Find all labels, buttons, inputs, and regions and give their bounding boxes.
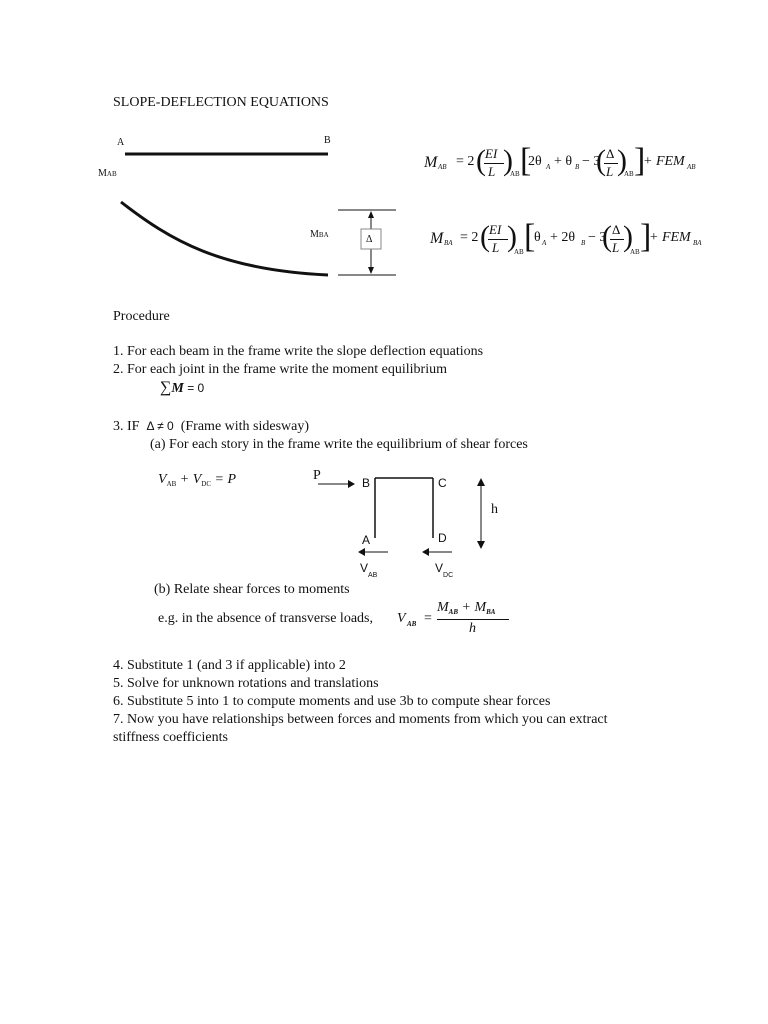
frame-label-p: P [313,468,321,483]
frame-label-d: D [438,531,447,545]
equation-mab: M AB = 2 ( EI L ) AB [ 2θ A + θ B − 3 ( Δ L ) AB ] + FEM AB [424,142,696,179]
step-7-line-1: 7. Now you have relationships between forces and moments from which you can extract [113,712,608,727]
delta-symbol: Δ [366,234,373,245]
step-1: 1. For each beam in the frame write the slope deflection equations [113,344,484,359]
frame-label-vab: $V_{AB}$ [360,561,378,579]
shear-moment-equation: V AB = $M_{AB} + M_{BA}$ h [397,598,517,640]
frame-label-a: A [362,533,371,547]
step-3: 3. IF Δ ≠ 0 (Frame with sidesway) [113,419,310,434]
equation-mba: M BA = 2 ( EI L ) AB [ θ A + 2θ B − 3 ( Δ L ) AB ] + FEM BA [430,218,702,256]
step-3a: (a) For each story in the frame write the equilibrium of shear forces [150,437,528,452]
fraction-numerator: $M_{AB} + M_{BA}$ [437,600,496,616]
label-a: A [117,137,125,148]
procedure-heading: Procedure [113,309,170,324]
frame-label-h: h [491,502,498,517]
step-6: 6. Substitute 5 into 1 to compute moments and use 3b to compute shear forces [113,694,551,709]
delta-arrow-down [368,267,374,274]
sum-moment-equation: ∑M = 0 [160,379,205,396]
h-arrow-up [477,478,485,486]
label-mba: MBA [310,229,329,240]
step-7-line-2: stiffness coefficients [113,730,228,745]
h-arrow-down [477,541,485,549]
vdc-arrow-head [422,548,429,556]
frame-label-vdc: $V_{DC}$ [435,561,454,579]
step-4: 4. Substitute 1 (and 3 if applicable) into 2 [113,658,346,673]
label-mab: MAB [98,168,117,179]
deflected-beam [121,202,328,275]
step-3b: (b) Relate shear forces to moments [154,582,350,597]
shear-equilibrium-equation: $V_{AB} + V_{DC} = P$ [158,472,237,488]
frame-label-c: C [438,476,447,490]
frame-label-b: B [362,476,371,490]
label-b: B [324,135,331,146]
vab-arrow-head [358,548,365,556]
example-text: e.g. in the absence of transverse loads, [158,611,373,626]
step-5: 5. Solve for unknown rotations and translations [113,676,379,691]
step-2: 2. For each joint in the frame write the moment equilibrium [113,362,447,377]
p-arrow-head [348,480,355,488]
page-title: SLOPE-DEFLECTION EQUATIONS [113,95,329,110]
delta-arrow-up [368,211,374,218]
